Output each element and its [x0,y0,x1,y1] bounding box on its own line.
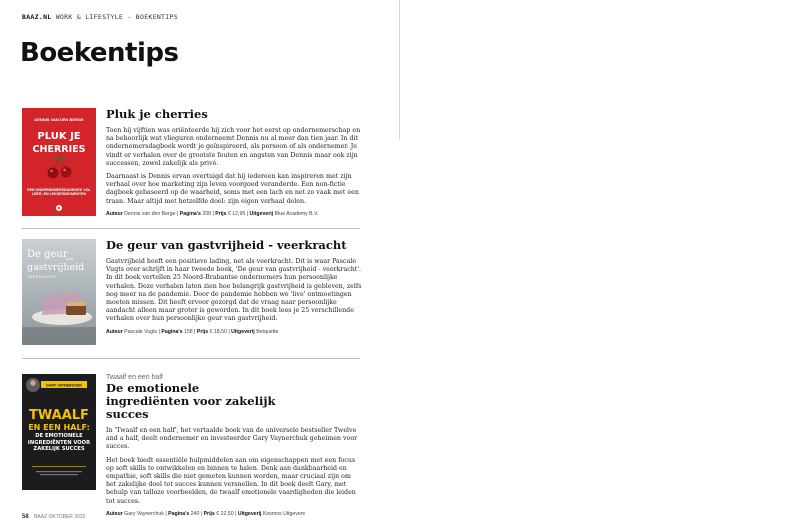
book-title: De emotionele ingrediënten voor zakelijk succes [106,381,276,421]
book-entry [22,239,362,349]
page-number: 58 [22,514,29,520]
meta-label-author: Auteur [106,510,123,517]
book-paragraph: Het boek biedt essentiële hulpmiddelen aan om eigenschappen met een focus op soft skills te ontwikkelen en binnen te halen. Denk aan dankbaarheid en empathie, soft skills die niet gemeten kunnen worden, maar cruciaal zijn om het zakelijke doel tot succes kunnen versnellen. In dit boek deelt Gary, met behulp van talloze voorbeelden, de twaalf emotionele vaardigheden die leiden tot succes. [106,456,356,505]
book-paragraph: Gastvrijheid heeft een positieve lading, net als veerkracht. Dit is waar Pascale Vugts over schrijft in haar tweede boek, 'De geur van gastvrijheid - veerkracht'. In dit boek vertellen 25 Noord-Brabantse ondernemers hun persoonlijke verhalen. Deze verhalen laten zien hoe belangrijk gastvrijheid is gebleven, zelfs nog meer na de pandemie. Door de pandemie hebben we 'live' ontmoetingen moeten missen. Dit heeft ervoor gezorgd dat de vraag naar persoonlijke aandacht alleen maar groter is geworden. In dit boek lees je 25 verschillende verhalen over hun persoonlijke geur van gastvrijheid. [106,258,362,323]
book-title: De geur van gastvrijheid - veerkracht [106,238,347,252]
meta-label-price: Prijs [215,210,227,217]
cover-title-line2: EN EEN HALF: [28,423,90,432]
book-content [106,239,362,335]
book-cover-image [22,374,96,490]
meta-value-pages: 158 [183,328,193,335]
meta-value-pages: 240 [190,510,200,517]
book-cover-image [22,108,96,216]
meta-value-price: € 22,50 [216,510,234,517]
cover-title-line1: PLUK JE [37,131,81,142]
meta-label-publisher: Uitgeverij [249,210,274,217]
meta-label-pages: Pagina's [179,210,201,217]
meta-value-price: € 18,50 [209,328,227,335]
book-paragraph: In 'Twaalf en een half', het vertaalde boek van de universele bestseller Twelve and a half, deelt ondernemer en investeerder Gary Vaynerchuk geheimen voor succes. [106,427,358,451]
meta-value-author: Pascale Vugts [124,328,158,335]
cover-title-line2: CHERRIES [32,144,86,155]
meta-value-publisher: Kosmos Uitgevers [262,510,306,517]
cover-title-line1: De geur [27,249,68,260]
book-entry [22,108,362,220]
meta-value-author: Dennis van den Berge [124,210,176,217]
meta-label-pages: Pagina's [161,328,183,335]
book-cover-image [22,239,96,345]
page-title: Boekentips [20,38,179,68]
book-content [106,108,362,217]
book-cover [22,374,96,494]
book-cover [22,108,96,220]
book-title: Pluk je cherries [106,107,208,121]
cover-subtitle: VEERKRACHT [27,275,57,279]
section-header [22,13,178,21]
book-meta: Auteur Gary Vaynerchuk | Pagina's 240 | Prijs € 22,50 | Uitgeverij Kosmos Uitgevers [106,510,306,517]
cover-author: DENNIS VAN DEN BERGE [34,117,84,122]
meta-value-author: Gary Vaynerchuk [124,510,164,517]
divider [22,228,360,229]
section-label: WORK & LIFESTYLE - BOEKENTIPS [55,13,178,21]
meta-label-price: Prijs [203,510,215,517]
meta-value-price: € 12,95 [227,210,246,217]
meta-label-price: Prijs [196,328,209,335]
meta-label-pages: Pagina's [168,510,190,517]
book-content [106,374,362,517]
meta-label-publisher: Uitgeverij [231,328,255,335]
cover-title-line1: TWAALF [29,408,89,423]
divider [22,358,360,359]
cover-subtitle: DE EMOTIONELE INGREDIËNTEN VOOR ZAKELIJK SUCCES [27,433,91,453]
meta-label-author: Auteur [106,328,123,335]
meta-value-pages: 208 [202,210,211,217]
book-paragraph: Daarnaast is Dennis ervan overtuigd dat hij iedereen kan inspireren met zijn verhaal over hoe marketing zijn leven voorgoed veranderde. Een non-fictie dagboek gebaseerd op de waarheid, soms met een lach en net zo vaak met een traan. Maar altijd met hetzelfde doel: zijn eigen verhaal delen. [106,173,359,205]
book-kicker: Twaalf en een half [106,374,163,381]
book-paragraph: Toen hij vijftien was oriënteerde hij zich voor het eerst op ondernemerschap en na behoorlijk wat vlieguren onderneemt Dennis nu al meer dan tien jaar. In dit ondernemersdagboek wordt je geïnspireerd, als persoon of als ondernemer. Je vindt er verhalen over de grootste fouten en angsten van Dennis maar ook zijn successen, zowel zakelijk als privé. [106,127,361,167]
brand-label: BAAZ.NL [22,13,52,21]
right-page-blank [400,0,805,530]
book-cover [22,239,96,349]
meta-label-author: Auteur [106,210,123,217]
book-meta: Auteur Pascale Vugts | Pagina's 158 | Prijs € 18,50 | Uitgeverij Betquette [106,328,279,335]
meta-value-publisher: Blue Academy B.V. [274,210,319,217]
page-footer [22,514,85,520]
meta-value-publisher: Betquette [256,328,279,335]
cover-title-line2: gastvrijheid [27,262,85,273]
meta-label-publisher: Uitgeverij [237,510,262,517]
publication-label: BAAZ OKTOBER 2022 [34,514,86,520]
cover-small-word: van [66,256,74,261]
cover-subtitle: EEN ONDERNEMERSDAGBOEK VOL LEER- EN LEIDERSMOMENTEN [27,188,91,197]
cover-badge: GARY VAYNERCHUK [46,383,82,388]
book-meta: Auteur Dennis van den Berge | Pagina's 208 | Prijs € 12,95 | Uitgeverij Blue Academy B.V. [106,210,319,217]
